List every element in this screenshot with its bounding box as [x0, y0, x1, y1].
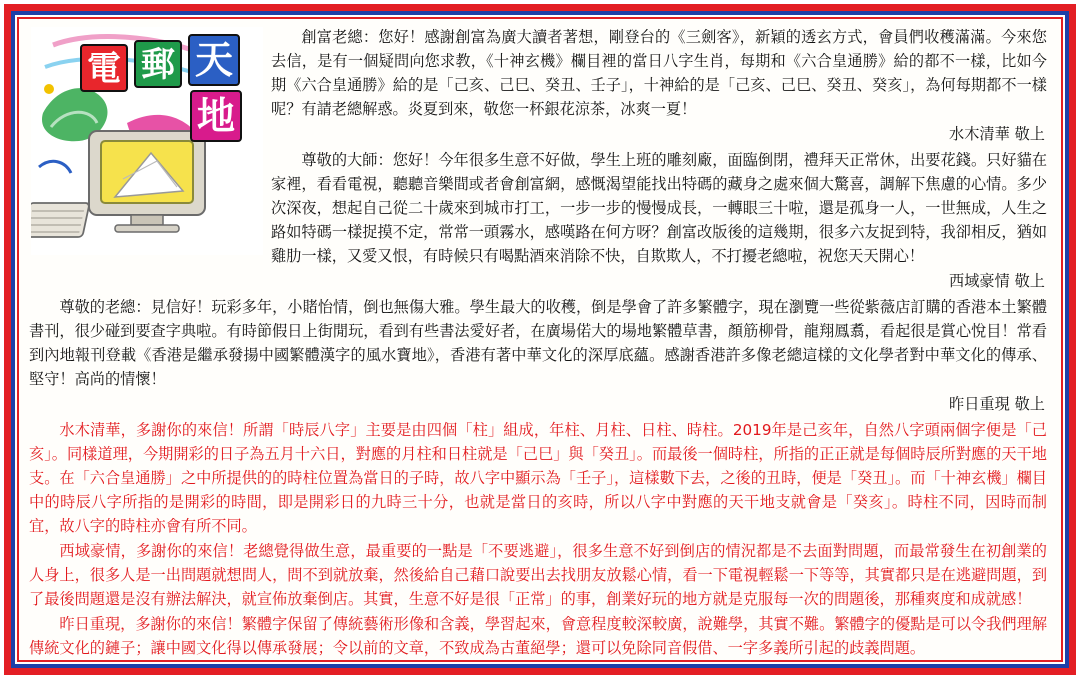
reply-2-paragraph: 西域豪情，多謝你的來信！老總覺得做生意，最重要的一點是「不要逃避」，很多生意不好到倒店的情況都是不去面對問題，而最常發生在初創業的人身上，很多人是一出問題就想問人，問不到就放棄，然後給自己藉口說要出去找朋友放鬆心情，看一下電視輕鬆一下等等，其實都只是在逃避問題，到了最後問題還是沒有辦法解決，就宣佈放棄倒店。其實，生意不好是很「正常」的事，創業好玩的地方就是克服每一次的問題後，那種爽度和成就感！	[29, 542, 1047, 609]
svg-text:郵: 郵	[141, 45, 175, 85]
reply-1-paragraph: 水木清華，多謝你的來信！所謂「時辰八字」主要是由四個「柱」組成，年柱、月柱、日柱、時柱。2019年是己亥年，自然八字頭兩個字便是「己亥」。同樣道理，今期開彩的日子為五月十六日，對應的月柱和日柱就是「己巳」與「癸丑」。而最後一個時柱，所指的正正就是每個時辰所對應的天干地支。在「六合皇通勝」之中所提供的的時柱位置為當日的子時，故八字中顯示為「壬子」，這樣數下去，之後的丑時，便是「癸丑」。而「十神玄機」欄目中的時辰八字所指的是開彩的時間，即是開彩日的九時三十分，也就是當日的亥時，所以八字中對應的天干地支就會是「癸亥」。時柱不同，因時而制宜，故八字的時柱亦會有所不同。	[29, 421, 1047, 536]
letter-3-signature: 昨日重現 敬上	[949, 395, 1045, 414]
letter-2-paragraph: 尊敬的大師：您好！今年很多生意不好做，學生上班的雕刻廠，面臨倒閉，禮拜天正常休，出要花錢。只好貓在家裡，看看電視，聽聽音樂間或者會創富網，感慨渴望能找出特碼的藏身之處來個大驚喜，調解下焦慮的心情。多少次深夜，想起自己從二十歲來到城市打工，一步一步的慢慢成長，一轉眼三十啦，還是孤身一人，一世無成，人生之路如特碼一樣捉摸不定，常常一頭霧水，感嘆路在何方呀？創富改版後的這幾期，很多六友捉到特，我卻相反，猶如雞肋一樣，又愛又恨，有時候只有喝點酒來消除不快，自欺欺人，不打擾老總啦，祝您天天開心！	[271, 151, 1047, 266]
svg-text:地: 地	[196, 94, 236, 138]
letter-1-paragraph: 創富老總：您好！感謝創富為廣大讀者著想，剛登台的《三劍客》，新穎的透玄方式，會員們收穫滿滿。今來您去信，是有一個疑問向您求教，《十神玄機》欄目裡的當日八字生肖，每期和《六合皇通勝》給的都不一樣，比如今期《六合皇通勝》給的是「己亥、己巳、癸丑、壬子」，十神給的是「己亥、己巳、癸丑、癸亥」，為何每期都不一樣呢？有請老總解惑。炎夏到來，敬您一杯銀花涼茶，冰爽一夏！	[271, 28, 1047, 119]
masthead-char-4	[191, 91, 241, 141]
svg-text:天: 天	[194, 38, 234, 82]
letter-3	[29, 295, 1047, 416]
replies-section	[29, 418, 1047, 660]
masthead-char-1	[81, 45, 127, 91]
masthead-char-2	[135, 41, 181, 87]
letter-3-paragraph: 尊敬的老總：見信好！玩彩多年，小賭怡情，倒也無傷大雅。學生最大的收穫，倒是學會了許多繁體字，現在瀏覽一些從紫薇店訂購的香港本土繁體書刊，很少碰到要查字典啦。有時節假日上街閒玩，看到有些書法愛好者，在廣場偌大的場地繁體草書，顏筋柳骨，龍翔鳳翥，看起很是賞心悅目！常看到內地報刊登載《香港是繼承發揚中國繁體漢字的風水寶地》，香港有著中華文化的深厚底蘊。感謝香港許多像老總這樣的文化學者對中華文化的傳承、堅守！高尚的情懷！	[29, 298, 1047, 389]
masthead-char-3	[189, 35, 239, 85]
masthead-logo	[31, 27, 263, 255]
letter-2-signature: 西域豪情 敬上	[949, 272, 1045, 291]
masthead-illustration	[31, 27, 263, 255]
reply-3-paragraph: 昨日重現，多謝你的來信！繁體字保留了傳統藝術形像和含義，學習起來，會意程度較深較廣，說難學，其實不難。繁體字的優點是可以令我們理解傳統文化的鏈子；讓中國文化得以傳承發展；令以前的文章，不致成為古董絕學；還可以免除同音假借、一字多義所引起的歧義問題。	[29, 615, 1047, 658]
svg-text:電: 電	[87, 49, 121, 89]
frame-inner-red	[17, 17, 1063, 662]
article-content	[19, 19, 1061, 660]
letter-1-signature: 水木清華 敬上	[949, 125, 1045, 144]
